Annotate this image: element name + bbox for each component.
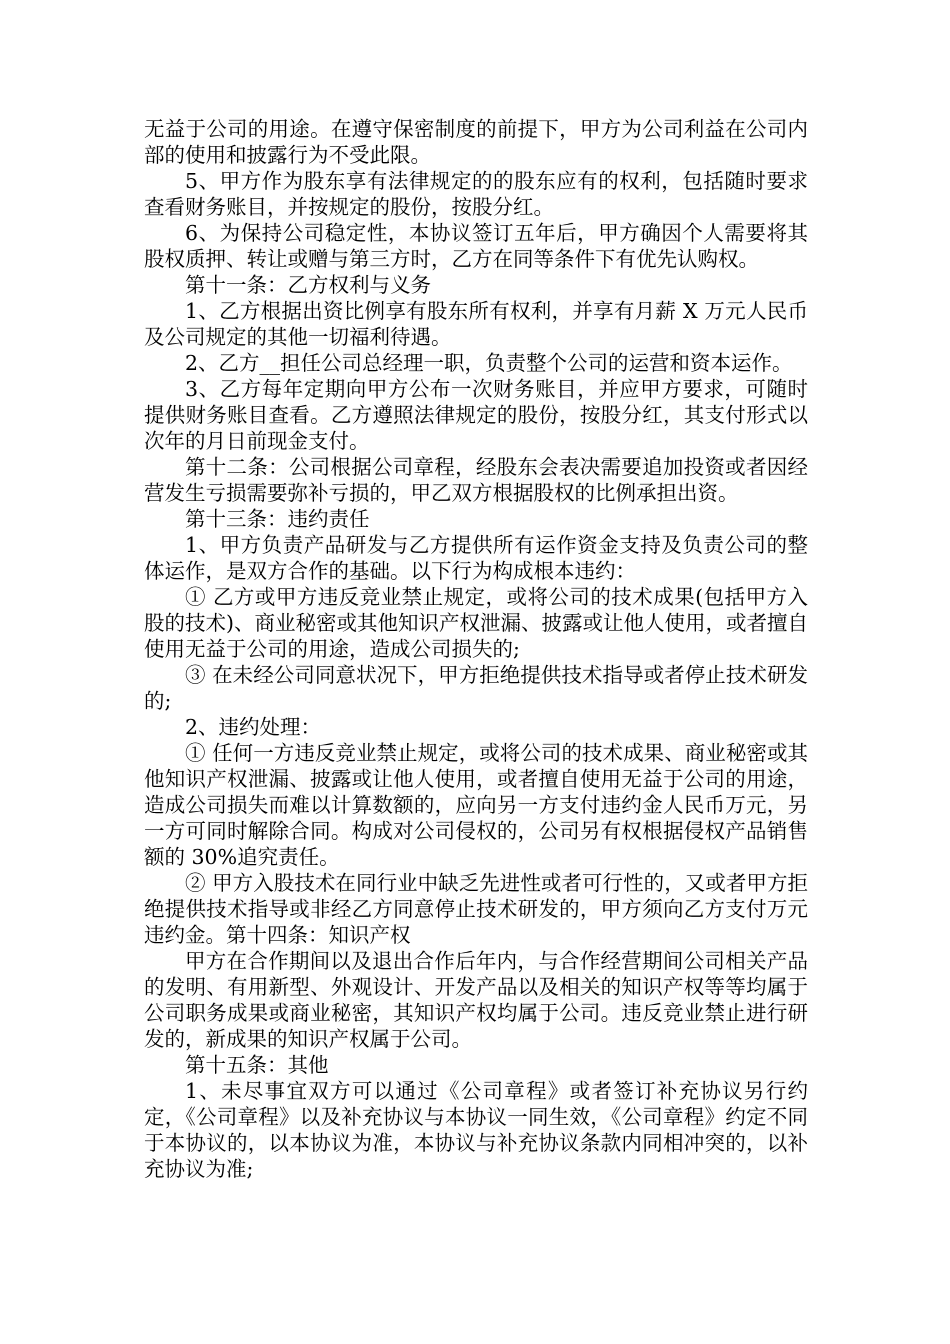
document-paragraph: ③ 在未经公司同意状况下，甲方拒绝提供技术指导或者停止技术研发的; — [144, 663, 808, 713]
document-paragraph: 甲方在合作期间以及退出合作后年内，与合作经营期间公司相关产品的发明、有用新型、外观设计、开发产品以及相关的知识产权等等均属于公司职务成果或商业秘密，其知识产权均属于公司。违反竞业禁止进行研发的，新成果的知识产权属于公司。 — [144, 949, 808, 1051]
document-paragraph: 1、甲方负责产品研发与乙方提供所有运作资金支持及负责公司的整体运作，是双方合作的基础。以下行为构成根本违约： — [144, 533, 808, 583]
document-paragraph: ① 乙方或甲方违反竞业禁止规定，或将公司的技术成果(包括甲方入股的技术)、商业秘密或其他知识产权泄漏、披露或让他人使用，或者擅自使用无益于公司的用途，造成公司损失的; — [144, 585, 808, 661]
document-page — [144, 116, 808, 1182]
document-paragraph: 2、乙方__担任公司总经理一职，负责整个公司的运营和资本运作。 — [185, 351, 793, 375]
document-paragraph: 1、未尽事宜双方可以通过《公司章程》或者签订补充协议另行约定，《公司章程》以及补充协议与本协议一同生效，《公司章程》约定不同于本协议的，以本协议为准，本协议与补充协议条款内同相冲突的，以补充协议为准; — [144, 1079, 808, 1181]
document-paragraph: 无益于公司的用途。在遵守保密制度的前提下，甲方为公司利益在公司内部的使用和披露行为不受此限。 — [144, 117, 808, 167]
document-paragraph: 1、乙方根据出资比例享有股东所有权利，并享有月薪 X 万元人民币及公司规定的其他一切福利待遇。 — [144, 299, 808, 349]
document-paragraph: 第十二条：公司根据公司章程，经股东会表决需要追加投资或者因经营发生亏损需要弥补亏损的，甲乙双方根据股权的比例承担出资。 — [144, 455, 808, 505]
document-paragraph: 5、甲方作为股东享有法律规定的的股东应有的权利，包括随时要求查看财务账目，并按规定的股份，按股分红。 — [144, 169, 808, 219]
document-paragraph: 2、违约处理： — [185, 715, 322, 739]
document-paragraph: ① 任何一方违反竞业禁止规定，或将公司的技术成果、商业秘密或其他知识产权泄漏、披露或让他人使用，或者擅自使用无益于公司的用途，造成公司损失而难以计算数额的，应向另一方支付违约金人民币万元，另一方可同时解除合同。构成对公司侵权的，公司另有权根据侵权产品销售额的 30%追究责任。 — [144, 741, 808, 869]
document-paragraph: 3、乙方每年定期向甲方公布一次财务账目，并应甲方要求，可随时提供财务账目查看。乙方遵照法律规定的股份，按股分红，其支付形式以次年的月日前现金支付。 — [144, 377, 808, 453]
document-paragraph: 第十五条：其他 — [185, 1053, 329, 1077]
document-paragraph: 第十三条：违约责任 — [185, 507, 370, 531]
document-paragraph: ② 甲方入股技术在同行业中缺乏先进性或者可行性的，又或者甲方拒绝提供技术指导或非经乙方同意停止技术研发的，甲方须向乙方支付万元违约金。第十四条：知识产权 — [144, 871, 808, 947]
document-paragraph: 第十一条：乙方权利与义务 — [185, 273, 431, 297]
document-paragraph: 6、为保持公司稳定性，本协议签订五年后，甲方确因个人需要将其股权质押、转让或赠与第三方时，乙方在同等条件下有优先认购权。 — [144, 221, 808, 271]
